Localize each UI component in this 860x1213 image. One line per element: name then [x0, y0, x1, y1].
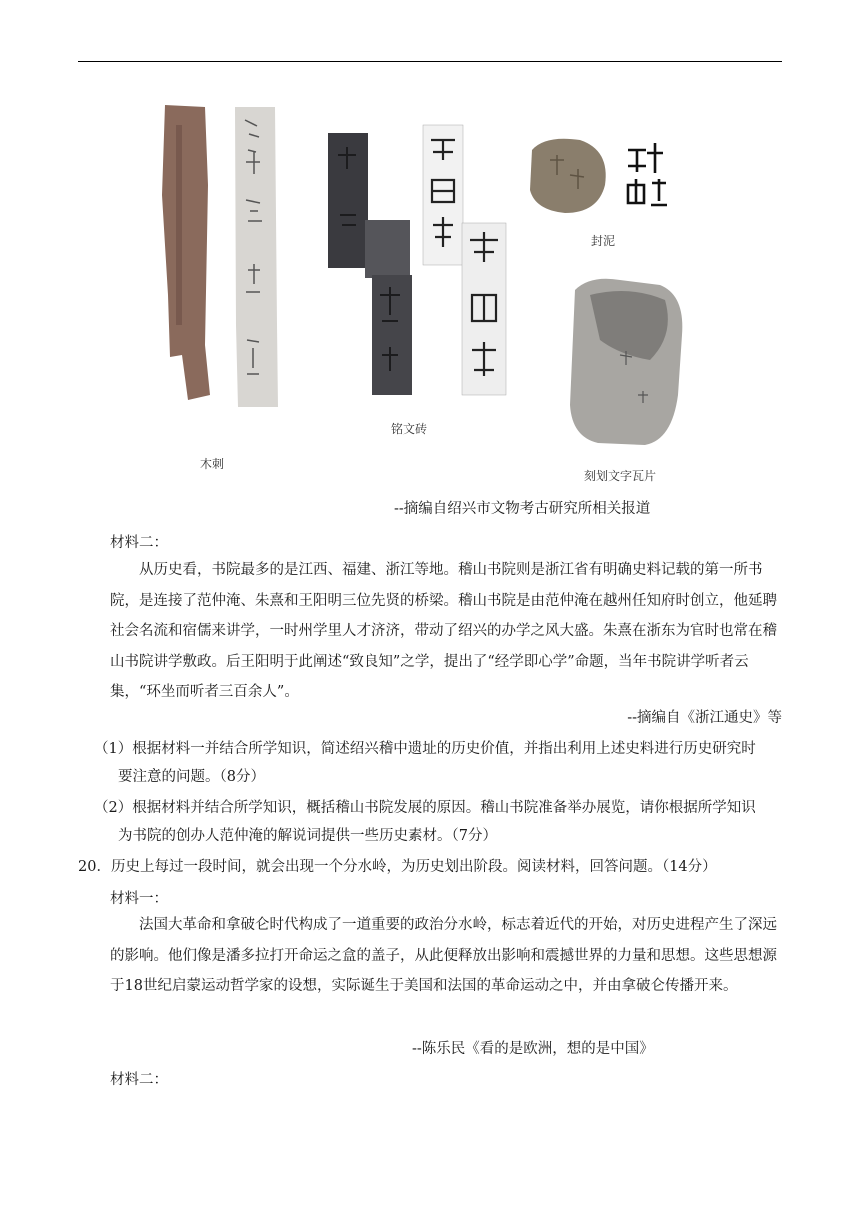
- q20-material1-heading: 材料一：: [110, 891, 168, 907]
- wood-slip-caption: 木刺: [200, 457, 225, 471]
- material2-source: --摘编自《浙江通史》等: [627, 710, 782, 726]
- question-2-line1: （2）根据材料并结合所学知识，概括稽山书院发展的原因。稽山书院准备举办展览，请你根据所学知识: [94, 800, 756, 816]
- question-20: 20．历史上每过一段时间，就会出现一个分水岭，为历史划出阶段。阅读材料，回答问题。（14分）: [78, 859, 717, 875]
- clay-seal-photo: [530, 139, 606, 213]
- q20-material1-text: 法国大革命和拿破仑时代构成了一道重要的政治分水岭，标志着近代的开始，对历史进程产生了深远的影响。他们像是潘多拉打开命运之盒的盖子，从此便释放出影响和震撼世界的力量和思想。这些思想源于18世纪启蒙运动哲学家的设想，实际诞生于美国和法国的革命运动之中，并由拿破仑传播开来。: [110, 917, 777, 994]
- question-1-line1: （1）根据材料一并结合所学知识，简述绍兴稽中遗址的历史价值，并指出利用上述史料进行历史研究时: [94, 741, 756, 757]
- q20-material2-heading: 材料二：: [110, 1072, 168, 1088]
- brick-caption: 铭文砖: [391, 422, 428, 436]
- q20-material1-source: --陈乐民《看的是欧洲，想的是中国》: [412, 1041, 654, 1057]
- clay-seal-caption: 封泥: [591, 234, 616, 248]
- clay-seal-rubbing: [628, 143, 667, 205]
- wooden-slip-rubbing: [235, 107, 278, 407]
- material2-heading: 材料二：: [110, 535, 168, 551]
- inscribed-brick-photos: [328, 133, 412, 395]
- question-1-line2: 要注意的问题。（8分）: [118, 769, 265, 785]
- wooden-slip-photo: [162, 105, 210, 400]
- tile-caption: 刻划文字瓦片: [584, 469, 657, 483]
- material1-source: --摘编自绍兴市文物考古研究所相关报道: [394, 501, 651, 517]
- question-2-line2: 为书院的创办人范仲淹的解说词提供一些历史素材。（7分）: [118, 828, 497, 844]
- inscribed-brick-rubbings: [423, 125, 506, 395]
- artifact-figures: [150, 95, 710, 483]
- material2-text: 从历史看，书院最多的是江西、福建、浙江等地。稽山书院则是浙江省有明确史料记载的第一所书院，是连接了范仲淹、朱熹和王阳明三位先贤的桥梁。稽山书院是由范仲淹在越州任知府时创立，他延聘社会名流和宿儒来讲学，一时州学里人才济济，带动了绍兴的办学之风大盛。朱熹在浙东为官时也常在稽山书院讲学敷政。后王阳明于此阐述“致良知”之学，提出了“经学即心学”命题，当年书院讲学听者云集，“环坐而听者三百余人”。: [110, 562, 777, 700]
- inscribed-tile-photo: [570, 279, 682, 445]
- header-rule: [78, 61, 782, 62]
